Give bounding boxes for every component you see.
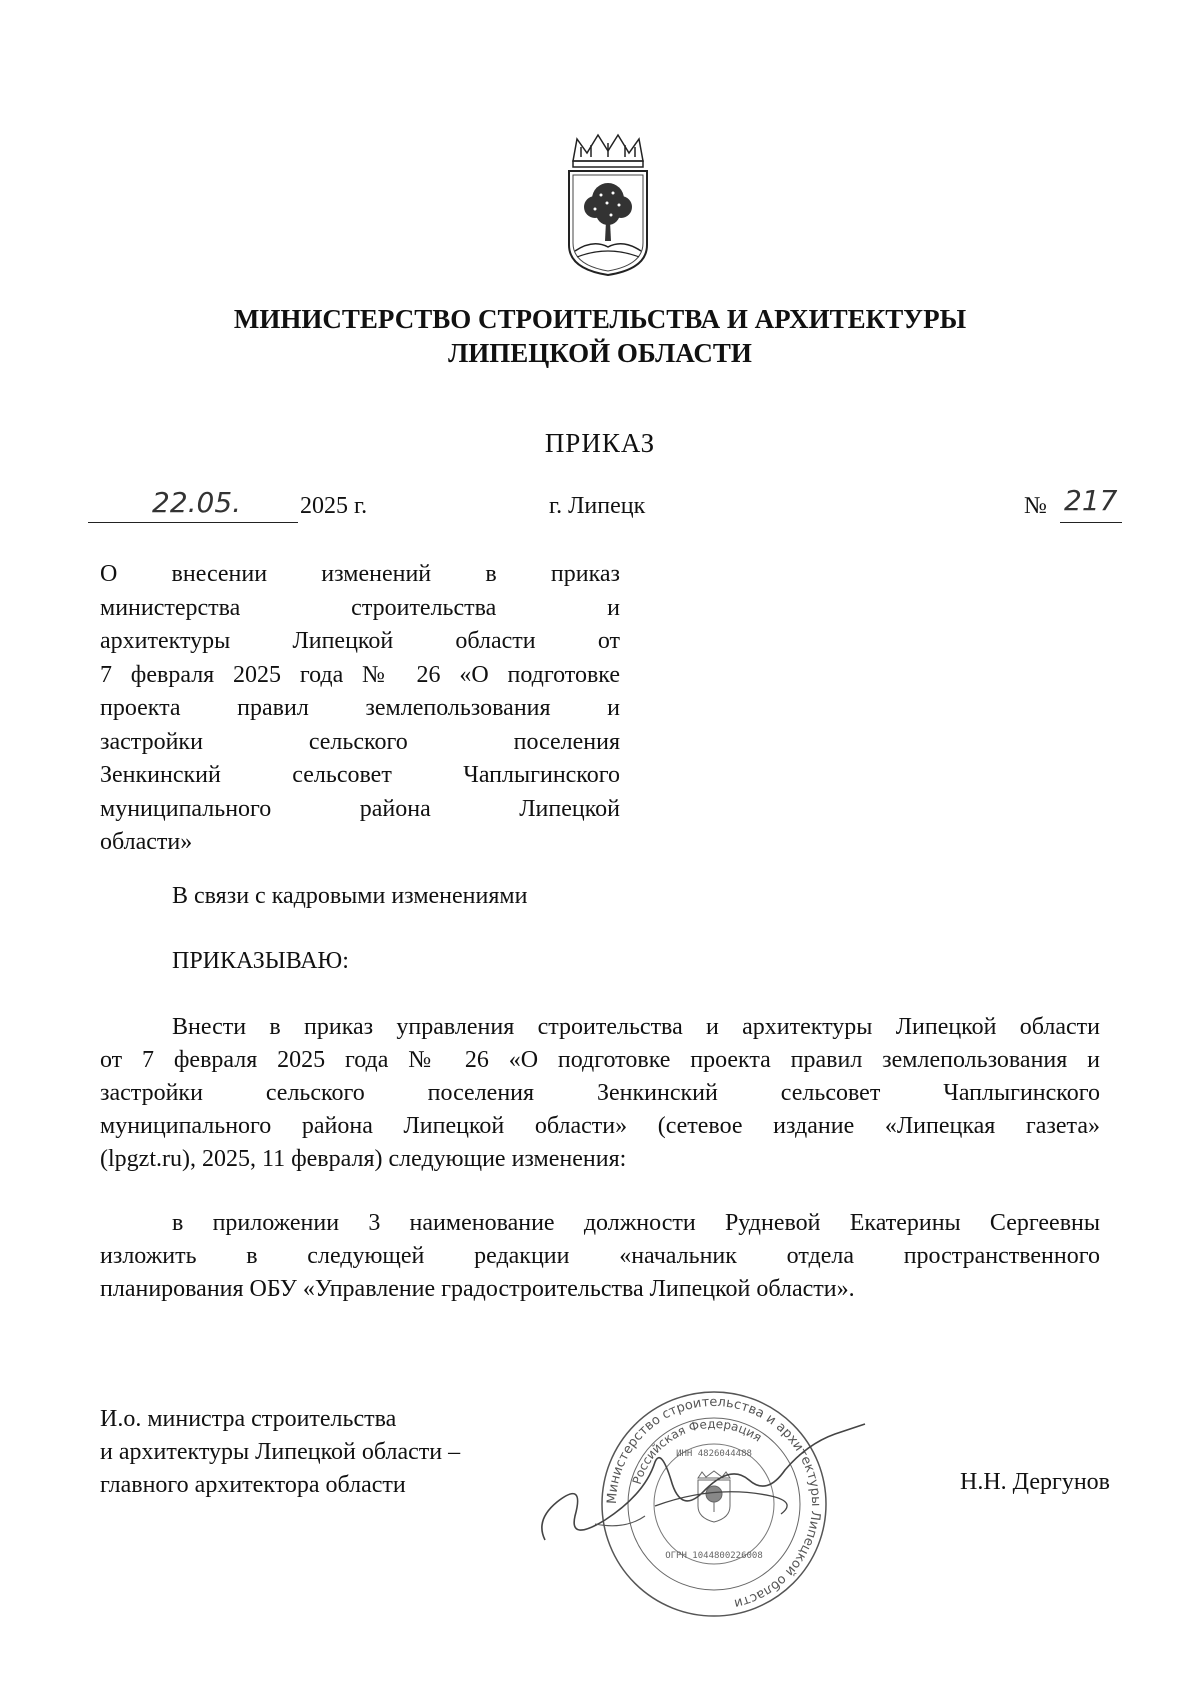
subject-line: области»	[100, 829, 193, 855]
number-underline	[1060, 522, 1122, 523]
signatory-title-line: И.о. министра строительства	[100, 1406, 397, 1432]
subject-line: архитектуры Липецкой области от	[100, 628, 620, 654]
subject-line: 7 февраля 2025 года № 26 «О подготовке	[100, 661, 620, 688]
subject-line: министерства строительства и	[100, 594, 620, 621]
order-word: ПРИКАЗЫВАЮ:	[172, 948, 349, 974]
subject-line: О внесении изменений в приказ	[100, 561, 620, 587]
signatory-title	[100, 1403, 460, 1502]
paragraph-line: планирования ОБУ «Управление градостроительства Липецкой области».	[100, 1276, 855, 1302]
signatory-title-line: главного архитектора области	[100, 1472, 406, 1498]
reason-text: В связи с кадровыми изменениями	[172, 883, 528, 909]
order-subject	[100, 558, 620, 860]
number-prefix: №	[1024, 493, 1047, 519]
signatory-title-line: и архитектуры Липецкой области –	[100, 1439, 461, 1465]
paragraph-line: Внести в приказ управления строительства и архитектуры Липецкой области	[172, 1014, 1100, 1040]
stamp-ogrn: ОГРН 1044800226008	[665, 1551, 763, 1561]
city-name: г. Липецк	[549, 493, 646, 519]
order-paragraph-1	[100, 1011, 1100, 1176]
stamp-outer-text: Министерство строительства и архитектуры Липецкой области	[604, 1394, 824, 1611]
paragraph-line: в приложении 3 наименование должности Рудневой Екатерины Сергеевны	[172, 1210, 1100, 1236]
subject-line: муниципального района Липецкой	[100, 795, 620, 822]
stamp-inn: ИНН 4826044488	[676, 1449, 752, 1459]
ministry-name-line1: МИНИСТЕРСТВО СТРОИТЕЛЬСТВА И АРХИТЕКТУРЫ	[233, 304, 967, 334]
date-underline	[88, 522, 298, 523]
handwritten-date: 22.05.	[152, 486, 242, 519]
date-year: 2025 г.	[300, 493, 368, 519]
signatory-name: Н.Н. Дергунов	[960, 1469, 1110, 1495]
stamp-inner-text: Российская Федерация	[629, 1416, 765, 1487]
paragraph-line: муниципального района Липецкой области» (сетевое издание «Липецкая газета»	[100, 1113, 1100, 1139]
handwritten-number: 217	[1064, 484, 1118, 517]
paragraph-line: застройки сельского поселения Зенкинский сельсовет Чаплыгинского	[100, 1080, 1100, 1106]
coat-of-arms-emblem	[563, 133, 653, 277]
paragraph-line: от 7 февраля 2025 года № 26 «О подготовке проекта правил землепользования и	[100, 1047, 1100, 1073]
subject-line: проекта правил землепользования и	[100, 695, 620, 721]
ministry-name-line2: ЛИПЕЦКОЙ ОБЛАСТИ	[448, 338, 752, 368]
subject-line: Зенкинский сельсовет Чаплыгинского	[100, 762, 620, 788]
paragraph-line: (lpgzt.ru), 2025, 11 февраля) следующие изменения:	[100, 1146, 627, 1172]
document-type-title: ПРИКАЗ	[544, 428, 656, 458]
paragraph-line: изложить в следующей редакции «начальник отдела пространственного	[100, 1243, 1100, 1269]
subject-line: застройки сельского поселения	[100, 728, 620, 755]
order-paragraph-2	[100, 1207, 1100, 1306]
handwritten-signature	[535, 1420, 875, 1550]
